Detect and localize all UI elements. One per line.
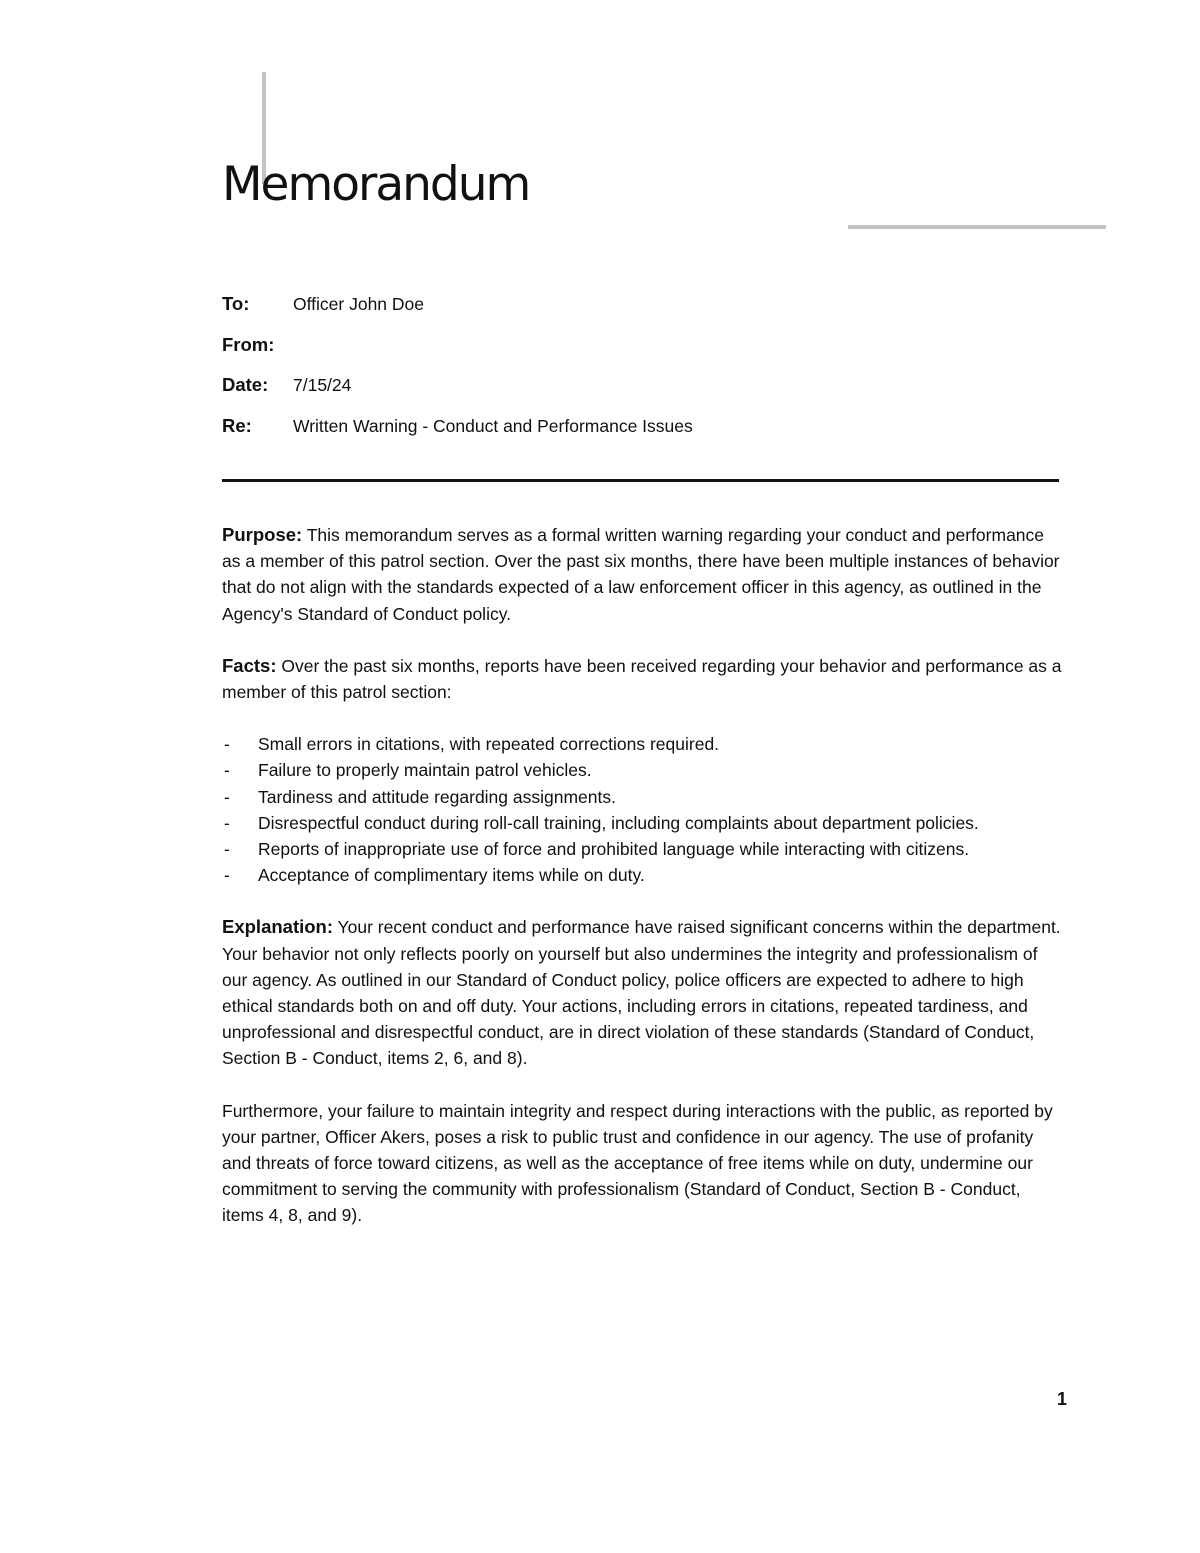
to-row	[222, 290, 1062, 331]
purpose-text: This memorandum serves as a formal written warning regarding your conduct and performance as a member of this patrol section. Over the past six months, there have been multiple instances of behavior that do not align with the standards expected of a law enforcement officer in this agency, as outlined in the Agency's Standard of Conduct policy.	[222, 525, 1060, 624]
page-number: 1	[1057, 1389, 1068, 1409]
header-divider	[222, 479, 1059, 482]
bullet-marker: -	[224, 865, 230, 886]
to-value: Officer John Doe	[293, 294, 424, 314]
decorative-horizontal-rule	[848, 225, 1106, 229]
list-item: - Acceptance of complimentary items while on duty.	[222, 862, 1067, 888]
list-item: - Small errors in citations, with repeated corrections required.	[222, 731, 1067, 757]
purpose-label: Purpose:	[222, 524, 303, 545]
date-label: Date:	[222, 374, 269, 395]
list-item: - Reports of inappropriate use of force and prohibited language while interacting with citizens.	[222, 836, 1067, 862]
explanation-label: Explanation:	[222, 916, 334, 938]
bullet-marker: -	[224, 839, 230, 860]
bullet-marker: -	[224, 760, 230, 781]
facts-text: Over the past six months, reports have been received regarding your behavior and performance as a member of this patrol section:	[222, 655, 1062, 703]
date-row	[222, 371, 1062, 412]
re-label: Re:	[222, 414, 252, 436]
explanation-paragraph	[222, 914, 1067, 1071]
from-label: From:	[222, 333, 275, 355]
list-item: - Disrespectful conduct during roll-call training, including complaints about department policies.	[222, 810, 1067, 836]
furthermore-paragraph: Furthermore, your failure to maintain integrity and respect during interactions with the public, as reported by your partner, Officer Akers, poses a risk to public trust and confidence in our agency. The use of profanity and threats of force toward citizens, as well as the acceptance of free items while on duty, undermine our commitment to serving the community with professionalism (Standard of Conduct, Section B - Conduct, items 4, 8, and 9).	[222, 1100, 1053, 1226]
explanation-text: Your recent conduct and performance have raised significant concerns within the department. Your behavior not only reflects poorly on yourself but also undermines the integrity and professionalism of our agency. As outlined in our Standard of Conduct policy, police officers are expected to adhere to high ethical standards both on and off duty. Your actions, including errors in citations, repeated tardiness, and unprofessional and disrespectful conduct, are in direct violation of these standards (Standard of Conduct, Section B - Conduct, items 2, 6, and 8).	[222, 917, 1061, 1069]
memo-title: Memorandum	[222, 157, 530, 212]
facts-paragraph	[222, 653, 1067, 705]
facts-list	[222, 731, 1067, 888]
list-item: - Tardiness and attitude regarding assignments.	[222, 784, 1067, 810]
memo-header	[222, 290, 1062, 452]
to-label: To:	[222, 293, 250, 314]
date-value: 7/15/24	[293, 375, 352, 395]
facts-label: Facts:	[222, 654, 277, 676]
purpose-paragraph	[222, 522, 1067, 627]
re-value: Written Warning - Conduct and Performance Issues	[293, 415, 693, 436]
memo-body	[222, 522, 1067, 1255]
list-item: - Failure to properly maintain patrol vehicles.	[222, 757, 1067, 783]
bullet-marker: -	[224, 734, 230, 755]
re-row	[222, 412, 1062, 453]
bullet-marker: -	[224, 812, 230, 833]
bullet-marker: -	[224, 786, 230, 807]
from-row	[222, 331, 1062, 372]
